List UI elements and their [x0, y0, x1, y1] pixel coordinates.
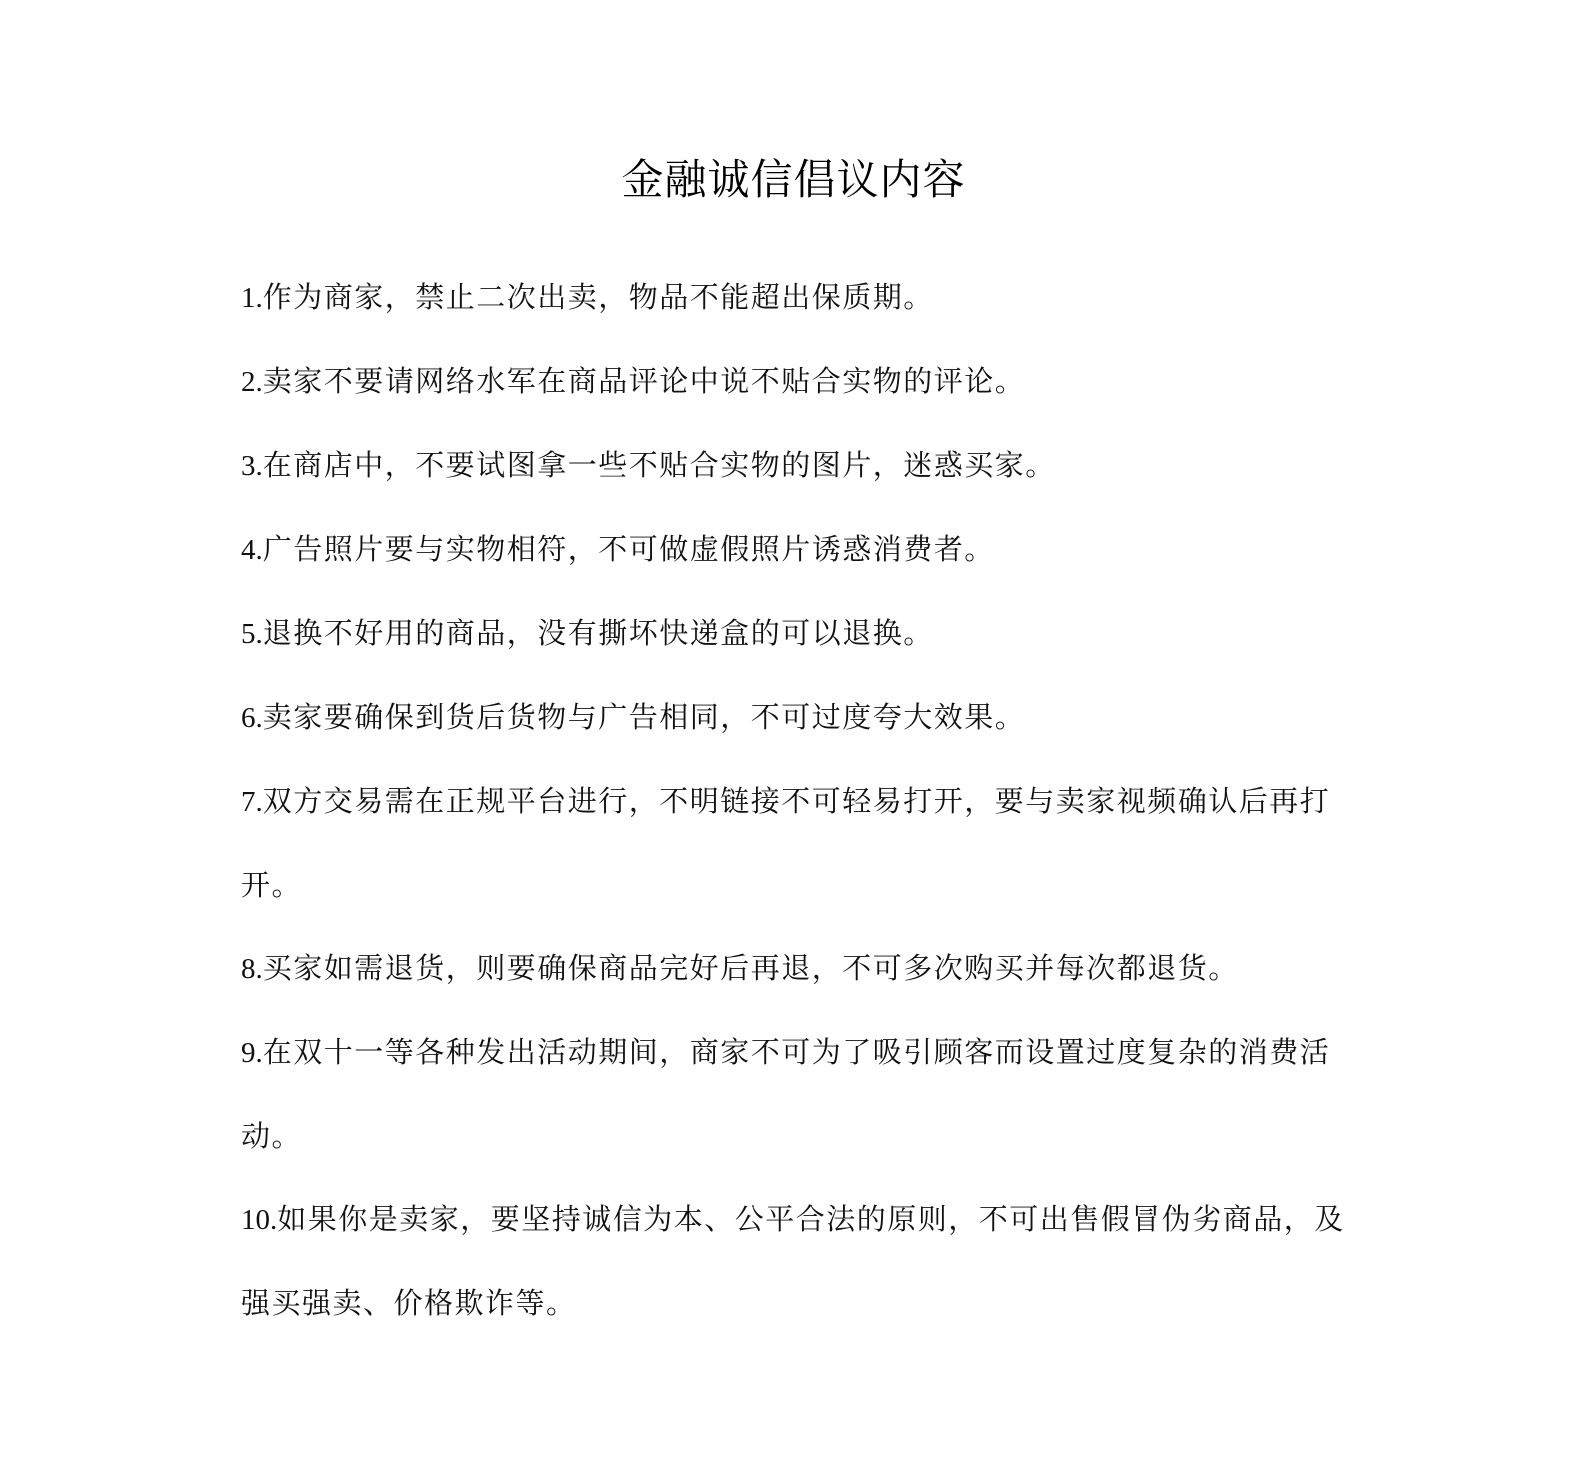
item-text: 双方交易需在正规平台进行，不明链接不可轻易打开，要与卖家视频确认后再打开。: [241, 784, 1331, 902]
list-item: [241, 256, 1351, 340]
list-item: [241, 340, 1351, 424]
list-item: [241, 760, 1351, 927]
item-text: 卖家不要请网络水军在商品评论中说不贴合实物的评论。: [262, 364, 1026, 398]
list-item: [241, 676, 1351, 760]
item-text: 在双十一等各种发出活动期间，商家不可为了吸引顾客而设置过度复杂的消费活动。: [241, 1035, 1331, 1153]
item-text: 广告照片要与实物相符，不可做虚假照片诱惑消费者。: [262, 532, 995, 566]
item-number: 2.: [241, 366, 263, 398]
item-number: 10.: [241, 1204, 278, 1236]
item-number: 5.: [241, 618, 263, 650]
item-text: 作为商家，禁止二次出卖，物品不能超出保质期。: [262, 280, 934, 314]
item-number: 8.: [241, 953, 263, 985]
item-number: 6.: [241, 702, 263, 734]
initiative-list: [241, 256, 1351, 1345]
list-item: [241, 1011, 1351, 1178]
item-text: 买家如需退货，则要确保商品完好后再退，不可多次购买并每次都退货。: [262, 951, 1239, 985]
list-item: [241, 927, 1351, 1011]
item-number: 3.: [241, 450, 263, 482]
item-text: 卖家要确保到货后货物与广告相同，不可过度夸大效果。: [262, 700, 1026, 734]
list-item: [241, 592, 1351, 676]
item-text: 如果你是卖家，要坚持诚信为本、公平合法的原则，不可出售假冒伪劣商品，及强买强卖、价格欺诈等。: [241, 1202, 1345, 1320]
list-item: [241, 1178, 1351, 1345]
item-number: 7.: [241, 786, 263, 818]
list-item: [241, 424, 1351, 508]
item-number: 4.: [241, 534, 263, 566]
item-number: 9.: [241, 1037, 263, 1069]
item-text: 在商店中，不要试图拿一些不贴合实物的图片，迷惑买家。: [262, 448, 1056, 482]
document-title: 金融诚信倡议内容: [621, 155, 966, 204]
item-number: 1.: [241, 282, 263, 314]
item-text: 退换不好用的商品，没有撕坏快递盒的可以退换。: [262, 616, 934, 650]
list-item: [241, 508, 1351, 592]
